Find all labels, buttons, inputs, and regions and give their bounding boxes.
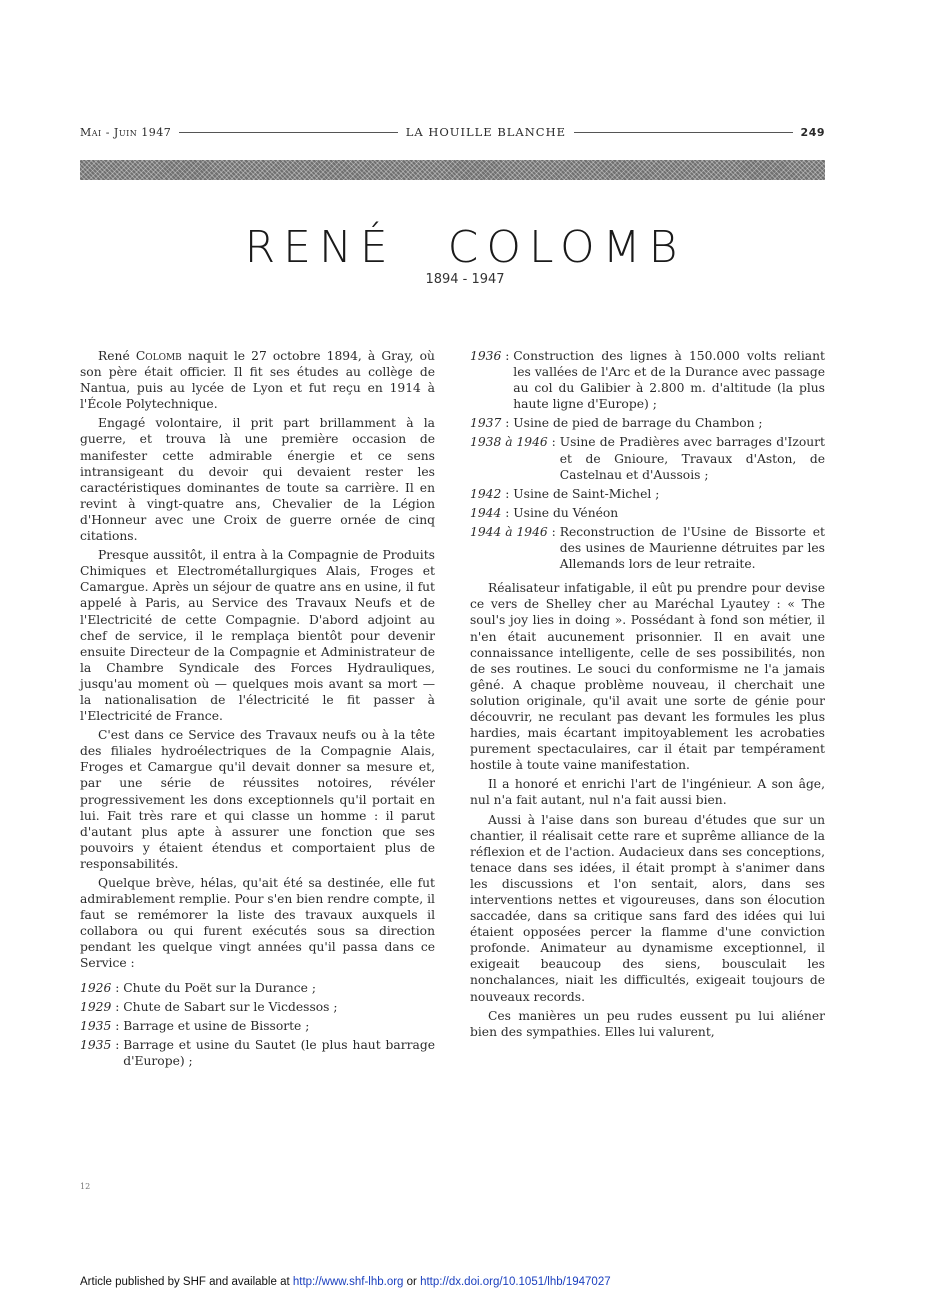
entry-year: 1944 à 1946 <box>470 524 548 539</box>
paragraph: Presque aussitôt, il entra à la Compagnie de Produits Chimiques et Electrométallurgiques Alais, Froges et Camargue. Après un séjour de quatre ans en usine, il fut appelé à Paris, au Service des Travaux Neufs et de l'Electricité de cette Compagnie. D'abord adjoint au chef de service, il le remplaça bientôt pour devenir ensuite Directeur de la Compagnie et Administrateur de la Chambre Syndicale des Forces Hydrauliques, jusqu'au moment où — quelques mois avant sa mort — la nationalisation de l'électricité le fit passer à l'Electricité de France. <box>80 548 435 724</box>
entry-text: Chute de Sabart sur le Vicdessos ; <box>123 999 338 1014</box>
surname: Colomb <box>135 349 182 363</box>
paragraph-text: René <box>98 349 136 363</box>
entry-text: Construction des lignes à 150.000 volts reliant les vallées de l'Arc et de la Durance avec passage au col du Galibier à 2.800 m. d'altitude (la plus haute ligne d'Europe) ; <box>513 349 825 412</box>
paragraph: Il a honoré et enrichi l'art de l'ingénieur. A son âge, nul n'a fait autant, nul n'a fait aussi bien. <box>470 777 825 808</box>
list-item: 1926 : Chute du Poët sur la Durance ; <box>80 980 435 996</box>
entry-year: 1936 <box>470 349 502 363</box>
article-title: RENÉ COLOMB <box>244 222 686 273</box>
header-rule-right <box>574 132 793 133</box>
paragraph: Aussi à l'aise dans son bureau d'études que sur un chantier, il réalisait cette rare et suprême alliance de la réflexion et de l'action. Audacieux dans ses conceptions, tenace dans ses idées, il était prompt à s'animer dans les discussions et l'on sentait, alors, dans ses interventions nettes et vigoureuses, dans son élocution saccadée, dans sa critique sans fard des idées qui lui étaient opposées percer la flamme d'une conviction profonde. Animateur au dynamisme exceptionnel, il exigeait beaucoup des siens, bousculait les nonchalances, niait les difficultés, exigeait toujours de nouveaux records. <box>470 812 825 1004</box>
paragraph: Ces manières un peu rudes eussent pu lui aliéner bien des sympathies. Elles lui valurent, <box>470 1008 825 1039</box>
running-head <box>80 124 825 140</box>
entry-text: Usine du Vénéon <box>513 505 619 520</box>
entry-text: Usine de pied de barrage du Chambon ; <box>513 416 763 431</box>
entry-year: 1938 à 1946 <box>470 435 548 450</box>
entry-text: Usine de Saint-Michel ; <box>513 486 660 501</box>
entry-text: Reconstruction de l'Usine de Bissorte et des usines de Maurienne détruites par les Allemands lors de leur retraite. <box>559 524 825 572</box>
entry-year: 1944 <box>470 505 502 520</box>
doi-link[interactable]: http://dx.doi.org/10.1051/lhb/1947027 <box>420 1276 611 1288</box>
issue-date: Mai - Juin 1947 <box>80 125 172 139</box>
decorative-band <box>80 160 825 180</box>
paragraph: C'est dans ce Service des Travaux neufs ou à la tête des filiales hydroélectriques de la Compagnie Alais, Froges et Camargue qu'il devait donner sa mesure et, par une série de réussites notoires, révéler progressivement les dons exceptionnels qu'il portait en lui. Fait très rare et qui classe un homme : il parut d'autant plus apte à assurer une fonction que ses pouvoirs y étaient étendus et comportaient plus de responsabilités. <box>80 728 435 871</box>
paragraph: Engagé volontaire, il prit part brillamment à la guerre, et trouva là une première occasion de manifester cette admirable énergie et ce sens intransigeant du devoir qui devaient rester les caractéristiques dominantes de toute sa carrière. Il en revint à vingt-quatre ans, Chevalier de la Légion d'Honneur avec une Croix de guerre ornée de cinq citations. <box>80 416 435 544</box>
paragraph-text: naquit le 27 octobre 1894, à Gray, où son père était officier. Il fit ses études au collège de Nantua, puis au lycée de Lyon et fut reçu en 1914 à l'École Polytechnique. <box>80 349 435 412</box>
page-number: 249 <box>800 125 826 139</box>
entry-text: Usine de Pradières avec barrages d'Izourt et de Gnioure, Travaux d'Aston, de Castelnau et d'Aussois ; <box>559 435 825 482</box>
entry-year: 1929 <box>80 999 112 1014</box>
entry-text: Barrage et usine de Bissorte ; <box>123 1018 310 1033</box>
header-rule-left <box>179 132 398 133</box>
list-item: 1935 : Barrage et usine de Bissorte ; <box>80 1018 435 1034</box>
entry-text: Chute du Poët sur la Durance ; <box>123 980 316 995</box>
works-list-continued <box>470 348 825 572</box>
entry-text: Barrage et usine du Sautet (le plus haut barrage d'Europe) ; <box>123 1037 435 1068</box>
shf-link[interactable]: http://www.shf-lhb.org <box>292 1276 404 1288</box>
entry-year: 1926 <box>80 980 112 995</box>
life-dates: 1894 - 1947 <box>425 272 505 287</box>
list-item: 1937 : Usine de pied de barrage du Chambon ; <box>470 415 825 431</box>
paragraph: Quelque brève, hélas, qu'ait été sa destinée, elle fut admirablement remplie. Pour s'en bien rendre compte, il faut se remémorer la liste des travaux auxquels il collabora ou qui furent exécutés sous sa direction pendant les quelque vingt années qu'il passa dans ce Service : <box>80 876 435 971</box>
entry-year: 1937 <box>470 416 502 431</box>
paragraph: Réalisateur infatigable, il eût pu prendre pour devise ce vers de Shelley cher au Maréchal Lyautey : « The soul's joy lies in doing ». Possédant à fond son métier, il n'en était aucunement prisonnier. Il en avait une connaissance intelligente, celle de ses possibilités, non de ses routines. Le souci du conformisme ne l'a jamais gêné. A chaque problème nouveau, il cherchait une solution originale, qu'il avait une sorte de génie pour découvrir, ne reculant pas devant les formules les plus hardies, mais écartant impitoyablement les acrobaties purement spectaculaires, car il était par tempérament hostile à toute vaine manifestation. <box>470 581 825 773</box>
list-item: 1944 : Usine du Vénéon <box>470 505 825 521</box>
entry-year: 1935 <box>80 1018 112 1033</box>
footer-text: or <box>403 1276 421 1288</box>
list-item: 1944 à 1946 : Reconstruction de l'Usine de Bissorte et des usines de Maurienne détruites par les Allemands lors de leur retraite. <box>470 524 825 572</box>
list-item: 1936 : Construction des lignes à 150.000 volts reliant les vallées de l'Arc et de la Durance avec passage au col du Galibier à 2.800 m. d'altitude (la plus haute ligne d'Europe) ; <box>470 349 825 412</box>
margin-mark: 12 <box>80 1182 91 1191</box>
list-item: 1942 : Usine de Saint-Michel ; <box>470 486 825 502</box>
journal-name: LA HOUILLE BLANCHE <box>405 125 567 139</box>
publication-footer <box>80 1276 611 1288</box>
list-item: 1938 à 1946 : Usine de Pradières avec barrages d'Izourt et de Gnioure, Travaux d'Aston, de Castelnau et d'Aussois ; <box>470 435 825 482</box>
right-column <box>470 348 825 1043</box>
paragraph <box>80 348 435 412</box>
entry-year: 1942 <box>470 486 502 501</box>
list-item: 1935 : Barrage et usine du Sautet (le plus haut barrage d'Europe) ; <box>80 1037 435 1068</box>
entry-year: 1935 <box>80 1037 112 1052</box>
left-column <box>80 348 435 1072</box>
list-item: 1929 : Chute de Sabart sur le Vicdessos ; <box>80 999 435 1015</box>
works-list <box>80 980 435 1069</box>
footer-text: Article published by SHF and available at <box>80 1276 293 1288</box>
